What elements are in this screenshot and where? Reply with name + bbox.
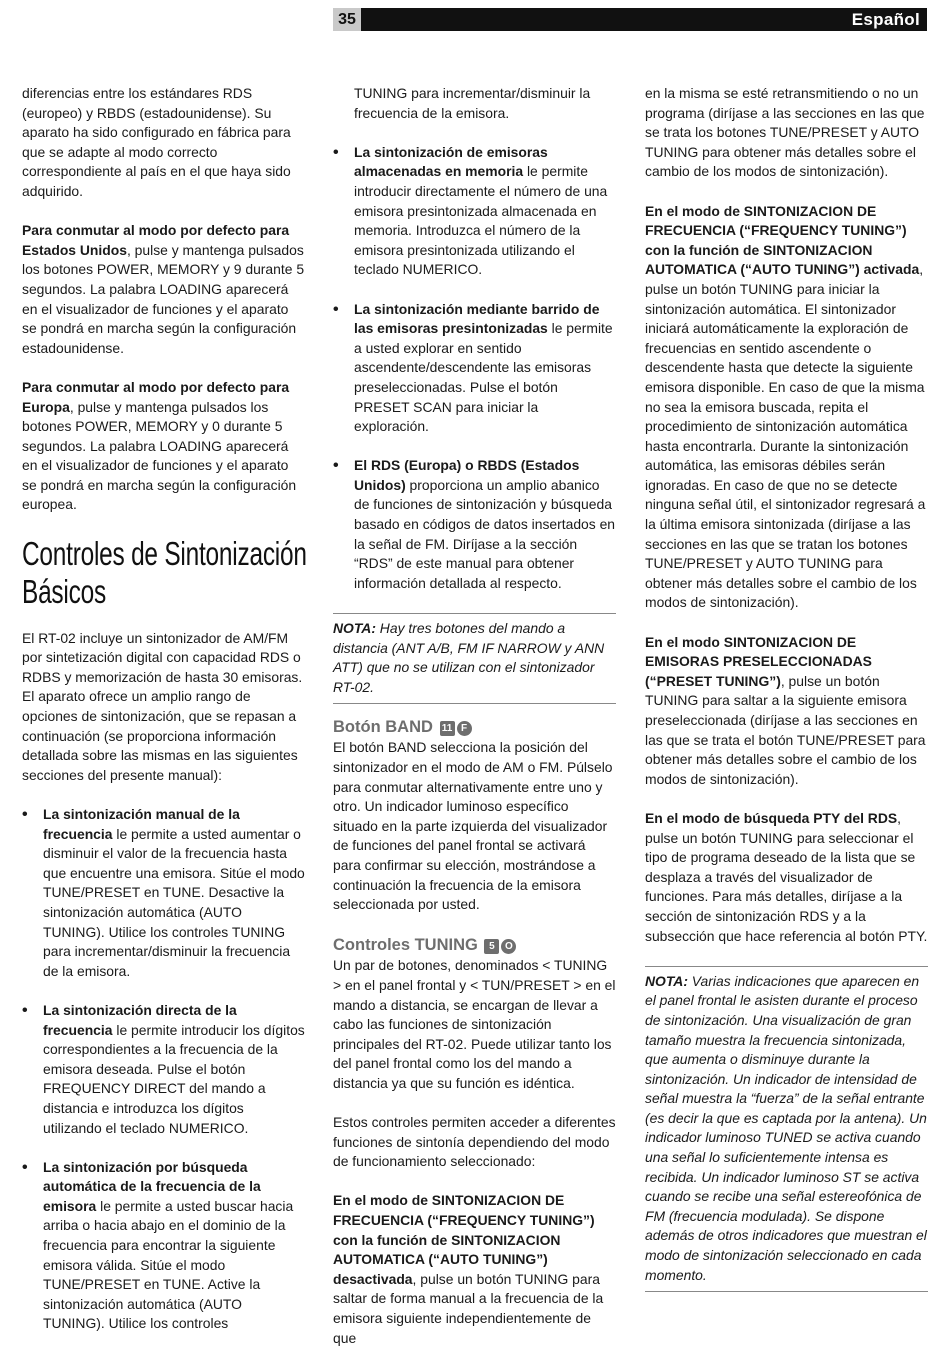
column-2 (333, 84, 616, 1368)
list-item-bold: La sintonización por búsqueda automática de la frecuencia de la emisora (43, 1158, 261, 1214)
tuning-subheading-text: Controles TUNING (333, 936, 478, 955)
freq-auto-off-paragraph (333, 1191, 616, 1348)
reference-letter-badge: F (457, 721, 472, 736)
pty-bold: En el modo de búsqueda PTY del RDS (645, 809, 898, 826)
column-1 (22, 84, 305, 1354)
eu-default-text: , pulse y mantenga pulsados los botones POWER, MEMORY y 0 durante 5 segundos. La palabra LOADING aparecerá en el visualizador de funciones y el aparato se pondrá en marcha según la configuración europea. (22, 398, 297, 513)
note-text: Hay tres botones del mando a distancia (ANT A/B, FM IF NARROW y ANN ATT) que no se utilizan con el sintonizador RT-02. (333, 620, 605, 695)
freq-auto-off-bold: En el modo de SINTONIZACION DE FRECUENCIA (“FREQUENCY TUNING”) con la función de SINTONIZACION AUTOMATICA (“AUTO TUNING”) desactivada (333, 1192, 595, 1287)
column-3 (645, 84, 928, 1304)
freq-auto-on-paragraph (645, 202, 928, 613)
us-default-bold: Para conmutar al modo por defecto para Estados Unidos (22, 222, 290, 258)
list-item-bold: La sintonización de emisoras almacenadas en memoria (354, 143, 548, 180)
continuation-paragraph (645, 84, 928, 182)
list-item-text: le permite a usted aumentar o disminuir el valor de la frecuencia hasta que encuentre una emisora. Sitúe el modo TUNE/PRESET en TUNE. Desactive la sintonización automática (AUTO TUNING). Utilice los controles TUNING para incrementar/disminuir la frecuencia de la emisora. (43, 825, 305, 979)
functions-paragraph (333, 1113, 616, 1172)
pty-text: , pulse un botón TUNING para seleccionar el tipo de programa deseado de la lista que se desplaza a través del visualizador de funciones. Para más detalles, diríjase a la sección de sintonización RDS y a la subsección que hace referencia al botón PTY. (645, 809, 928, 944)
functions-text: Estos controles permiten acceder a diferentes funciones de sintonía dependiendo del modo de funcionamiento seleccionado: (333, 1114, 616, 1170)
note-box (645, 966, 928, 1293)
band-text: El botón BAND selecciona la posición del sintonizador en el modo de AM o FM. Púlselo para conmutar alternativamente entre uno y otro. Un indicador luminoso específico situado en la parte izquierda del visualizador de funciones del panel frontal se activará para confirmar su elección, mostrándose a continuación la frecuencia de la emisora seleccionada por usted. (333, 739, 613, 913)
preset-bold: En el modo SINTONIZACION DE EMISORAS PRESELECCIONADAS (“PRESET TUNING”) (645, 633, 872, 689)
list-item-bold: La sintonización manual de la frecuencia (43, 806, 240, 842)
list-item-bold: La sintonización mediante barrido de las emisoras presintonizadas (354, 300, 600, 337)
band-subheading (333, 716, 616, 738)
bullet-continuation (333, 84, 616, 123)
continuation-text: en la misma se esté retransmitiendo o no un programa (diríjase a las secciones en las que se trata los botones TUNE/PRESET y AUTO TUNING para obtener más detalles sobre el cambio de los modos de sintonización). (645, 85, 925, 180)
reference-number-badge: 5 (484, 939, 499, 954)
list-item-text: le permite a usted explorar en sentido ascendente/descendente las emisoras preseleccionadas. Pulse el botón PRESET SCAN para iniciar la exploración. (354, 320, 613, 435)
list-item-bold: El RDS (Europa) o RBDS (Estados Unidos) (354, 457, 580, 493)
note-box (333, 613, 616, 704)
rds-intro-text: diferencias entre los estándares RDS (europeo) y RBDS (estadounidense). Su aparato ha sido configurado en fábrica para que se adapte al modo correcto correspondiente al país en el que haya sido adquirido. (22, 85, 291, 199)
band-subheading-text: Botón BAND (333, 718, 433, 737)
list-item (333, 300, 616, 437)
tuner-intro-paragraph (22, 629, 305, 786)
list-item (22, 805, 305, 981)
section-heading-line1: Controles de Sintonización (22, 534, 307, 572)
tuner-intro-text: El RT-02 incluye un sintonizador de AM/FM por sintetización digital con capacidad RDS o RDBS y memorización de hasta 30 emisoras. El aparato ofrece un amplio rango de opciones de sintonización, que se repasan a continuación (se proporciona información detallada sobre las mismas en las siguientes secciones del presente manual): (22, 629, 303, 783)
list-item-text: le permite a usted buscar hacia arriba o hacia abajo en el dominio de la frecuencia para encontrar la siguiente emisora válida. Sitúe el modo TUNE/PRESET en TUNE. Active la sintonización automática (AUTO TUNING). Utilice los controles (43, 1197, 294, 1332)
freq-auto-off-text: , pulse un botón TUNING para saltar de forma manual a la frecuencia de la emisora siguiente independientemente de que (333, 1270, 604, 1346)
header-bar (333, 8, 927, 31)
preset-text: , pulse un botón TUNING para saltar a la siguiente emisora preseleccionada (diríjase a las secciones en las que se trata el botón TUNE/PRESET para obtener más detalles sobre el cambio de los modos de sintonización). (645, 672, 926, 787)
us-default-paragraph (22, 221, 305, 358)
list-item-bold: La sintonización directa de la frecuencia (43, 1001, 237, 1038)
section-heading (22, 535, 318, 611)
note-label: NOTA: (645, 972, 688, 989)
tuning-subheading (333, 934, 616, 956)
list-item-text: le permite introducir directamente el número de una emisora presintonizada almacenada en memoria. Introduzca el número de la emisora presintonizada utilizando el teclado NUMERICO. (354, 163, 608, 278)
pty-paragraph (645, 809, 928, 946)
tuning-text: Un par de botones, denominados < TUNING > en el panel frontal y < TUN/PRESET > en el mando a distancia, se encargan de llevar a cabo las funciones de sintonización principales del RT-02. Puede utilizar tanto los del panel frontal como los del mando a distancia ya que su función es idéntica. (333, 957, 616, 1091)
list-item-text: proporciona un amplio abanico de funciones de sintonización y búsqueda basado en códigos de datos insertados en la señal de FM. Diríjase a la sección “RDS” de este manual para obtener información detallada al respecto. (354, 476, 616, 591)
language-label: Español (851, 10, 920, 29)
freq-auto-on-bold: En el modo de SINTONIZACION DE FRECUENCIA (“FREQUENCY TUNING”) con la función de SINTONIZACION AUTOMATICA (“AUTO TUNING”) activada (645, 202, 920, 278)
tuning-options-list-2 (333, 143, 616, 594)
list-item (22, 1001, 305, 1138)
us-default-text: , pulse y mantenga pulsados los botones POWER, MEMORY y 9 durante 5 segundos. La palabra LOADING aparecerá en el visualizador de funciones y el aparato se pondrá en marcha según la configuración estadounidense. (22, 241, 305, 356)
list-item (333, 456, 616, 593)
note-text: Varias indicaciones que aparecen en el panel frontal le asisten durante el proceso de sintonización. Una visualización de gran tamaño muestra la frecuencia sintonizada, que aumenta o disminuye durante la sintonización. Un indicador de intensidad de señal muestra la “fuerza” de la señal entrante (es decir la que es captada por la antena). Un indicador luminoso TUNED se activa cuando una señal lo suficientemente intensa es recibida. Un indicador luminoso ST se activa cuando se recibe una señal estereofónica de FM (frecuencia modulada). Se dispone además de otros indicadores que muestran el modo de sintonización seleccionado en cada momento. (645, 972, 927, 1283)
rds-intro-paragraph (22, 84, 305, 202)
reference-letter-badge: O (501, 939, 516, 954)
freq-auto-on-text: , pulse un botón TUNING para iniciar la sintonización automática. El sintonizador iniciará automáticamente la exploración de frecuencias en sentido ascendente o descendente hasta que detecte la siguiente emisora disponible. En caso de que la misma no sea la emisora buscada, repita el procedimiento de sintonización automática hasta encontrarla. Durante la sintonización automática, las emisoras débiles serán ignoradas. En caso de que no se detecte ninguna señal útil, el sintonizador regresará a la última emisora sintonizada (diríjase a las secciones en las que se tratan los botones TUNE/PRESET y AUTO TUNING para obtener más detalles sobre el cambio de los modos de sintonización). (645, 261, 926, 611)
page-number: 35 (333, 8, 361, 31)
preset-paragraph (645, 633, 928, 790)
note-label: NOTA: (333, 620, 376, 637)
list-item-text: le permite introducir los dígitos correspondientes a la frecuencia de la emisora deseada. Pulse el botón FREQUENCY DIRECT del mando a distancia e introduzca los dígitos utilizando el teclado NUMERICO. (43, 1021, 305, 1136)
tuning-options-list-1 (22, 805, 305, 1334)
reference-number-badge: 11 (440, 721, 455, 736)
section-heading-line2: Básicos (22, 572, 106, 610)
list-item (22, 1158, 305, 1334)
band-paragraph (333, 738, 616, 914)
eu-default-paragraph (22, 378, 305, 515)
eu-default-bold: Para conmutar al modo por defecto para Europa (22, 378, 290, 415)
tuning-paragraph (333, 956, 616, 1093)
list-item (333, 143, 616, 280)
bullet-continuation-text: TUNING para incrementar/disminuir la frecuencia de la emisora. (354, 85, 591, 121)
